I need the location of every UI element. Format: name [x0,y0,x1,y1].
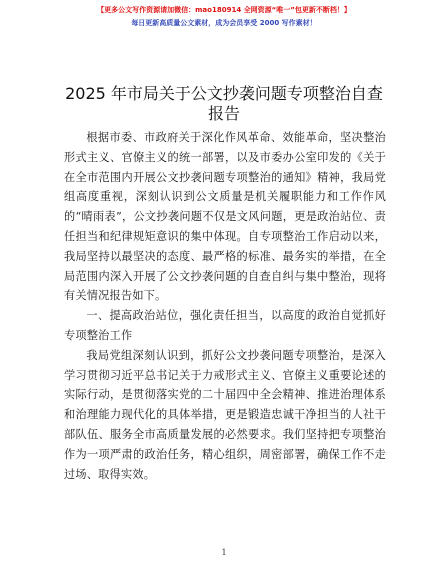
intro-paragraph: 根据市委、市政府关于深化作风革命、效能革命，坚决整治形式主义、官僚主义的统一部署，以及市委办公室印发的《关于在全市范围内开展公文抄袭问题专项整治的通知》精神，我局党组高度重视，深刻认识到公文质量是机关履职能力和工作作风的“晴雨表”，公文抄袭问题不仅是文风问题，更是政治站位、责任担当和纪律规矩意识的集中体现。自专项整治工作启动以来，我局坚持以最坚决的态度、最严格的标准、最务实的举措，在全局范围内深入开展了公文抄袭问题的自查自纠与集中整治，现将有关情况报告如下。 [64,131,386,303]
page-number: 1 [221,548,227,557]
promo-banner [0,4,448,30]
section-paragraph: 我局党组深刻认识到，抓好公文抄袭问题专项整治，是深入学习贯彻习近平总书记关于力戒形式主义、官僚主义重要论述的实际行动，是贯彻落实党的二十届四中全会精神、推进治理体系和治理能力现代化的具体举措，更是锻造忠诚干净担当的人社干部队伍、服务全市高质量发展的必然要求。我们坚持把专项整治作为一项严肃的政治任务，精心组织，周密部署，确保工作不走过场、取得实效。 [64,348,386,481]
document-body [64,128,386,484]
promo-banner-line-1: 【更多公文写作资源请加微信：mao180914 全网资源“唯一”包更新不断档！】 [97,6,351,14]
section-heading: 一、提高政治站位，强化责任担当，以高度的政治自觉抓好专项整治工作 [64,309,386,342]
promo-banner-line-2: 每日更新高质量公文素材，成为会员享受 2000 写作素材！ [131,19,317,27]
document-title: 2025 年市局关于公文抄袭问题专项整治自查报告 [65,84,383,123]
